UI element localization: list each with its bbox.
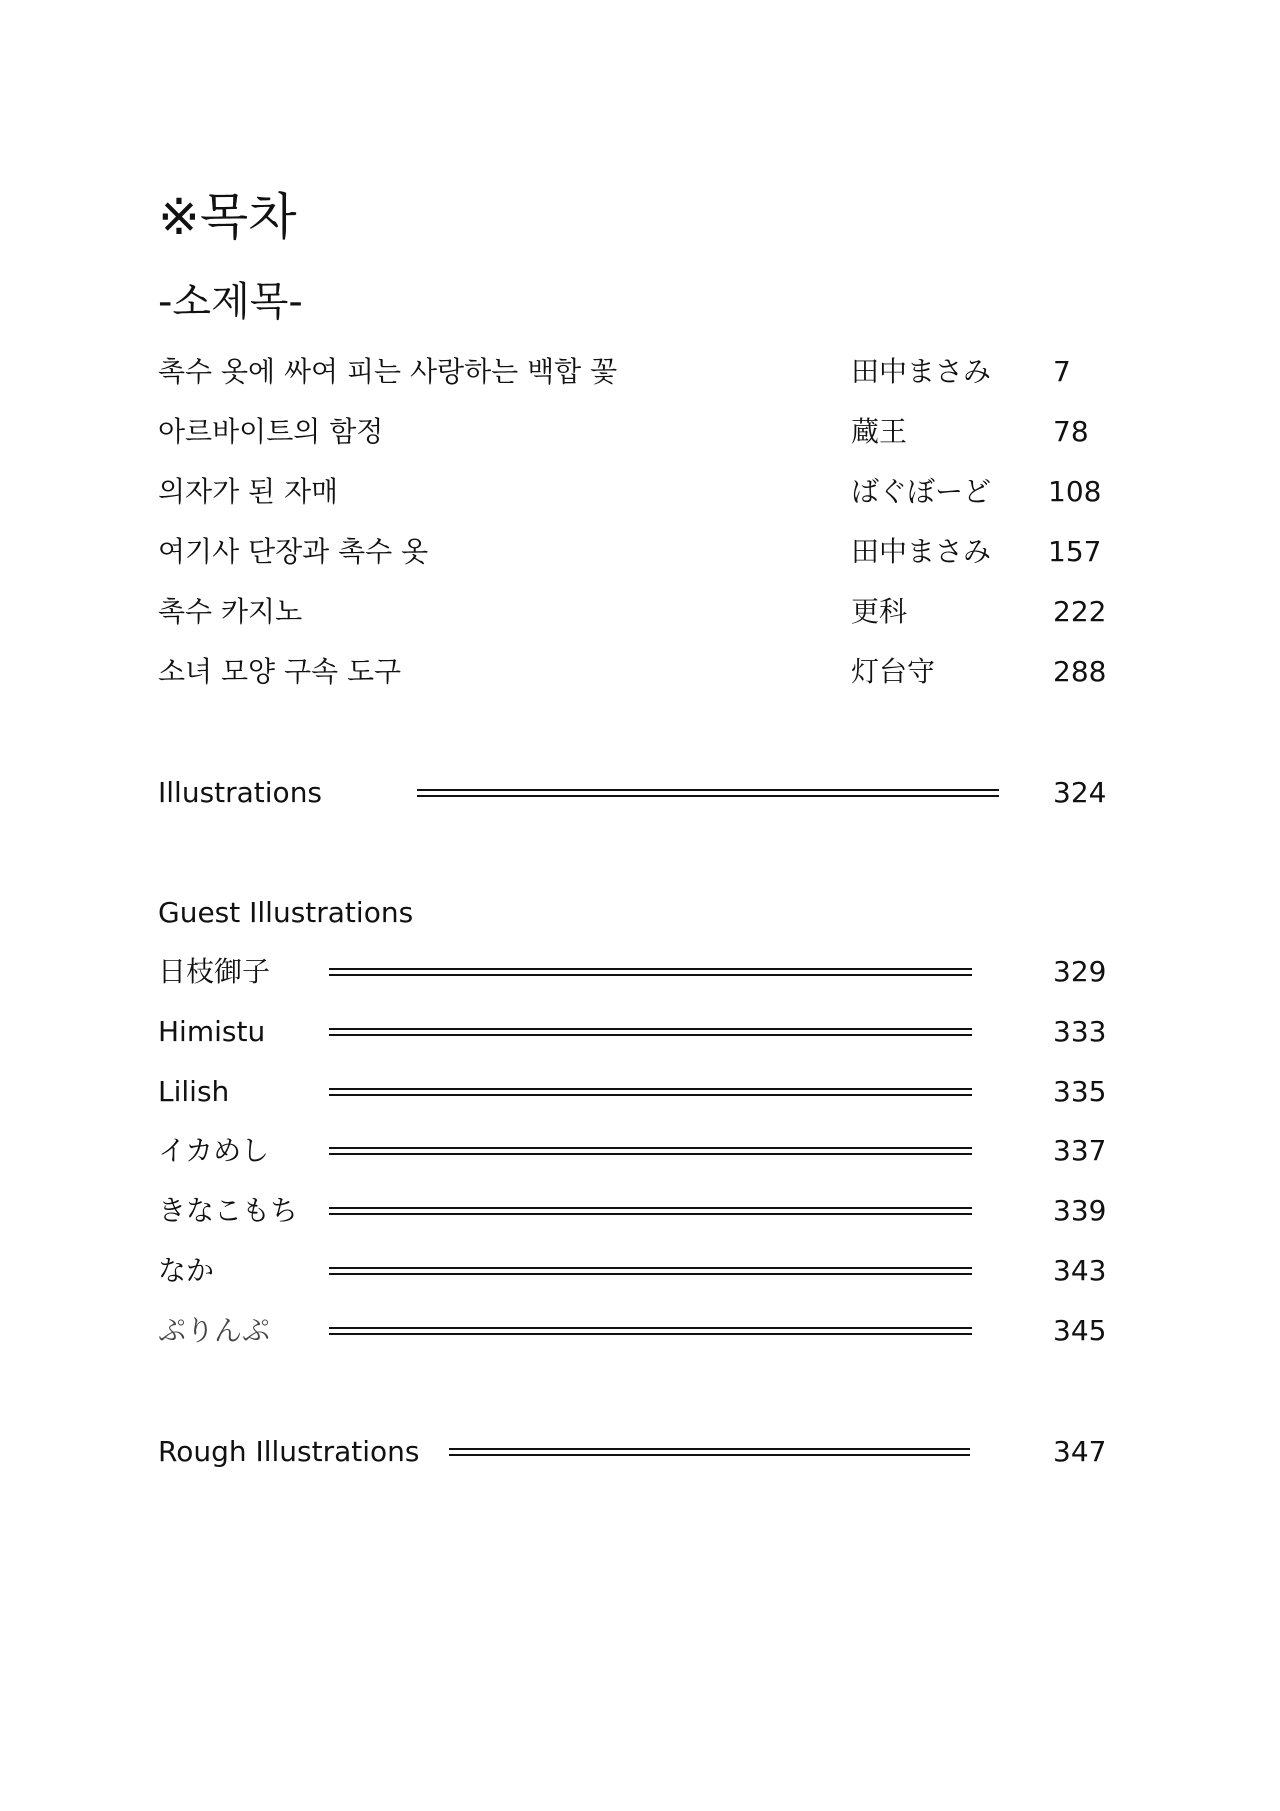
chapter-author: 蔵王: [851, 415, 908, 448]
leader-line: [329, 1207, 972, 1215]
guest-page: 337: [1053, 1134, 1107, 1167]
leader-line: [329, 1088, 972, 1096]
chapter-page: 222: [1053, 595, 1107, 628]
guest-name: 日枝御子: [158, 955, 271, 988]
chapter-author: 灯台守: [851, 655, 936, 688]
chapter-page: 78: [1053, 415, 1089, 448]
leader-line: [329, 1267, 972, 1275]
chapter-title: 촉수 옷에 싸여 피는 사랑하는 백합 꽃: [158, 355, 618, 388]
chapter-page: 108: [1048, 475, 1102, 508]
chapter-title: 소녀 모양 구속 도구: [158, 655, 402, 688]
rough-page: 347: [1053, 1435, 1107, 1468]
chapter-title: 의자가 된 자매: [158, 475, 339, 508]
chapter-author: ばぐぼーど: [851, 475, 992, 508]
page-title: ※목차: [158, 188, 297, 246]
chapter-page: 288: [1053, 655, 1107, 688]
guest-name: Himistu: [158, 1015, 266, 1048]
guest-page: 339: [1053, 1194, 1107, 1227]
leader-line: [329, 1028, 972, 1036]
leader-line: [329, 1327, 972, 1335]
chapter-author: 田中まさみ: [851, 535, 992, 568]
guest-page: 329: [1053, 955, 1107, 988]
guest-page: 345: [1053, 1314, 1107, 1347]
guest-page: 333: [1053, 1015, 1107, 1048]
illustrations-label: Illustrations: [158, 776, 323, 809]
illustrations-page: 324: [1053, 776, 1107, 809]
guest-name: きなこもち: [158, 1194, 299, 1227]
chapter-title: 여기사 단장과 촉수 옷: [158, 535, 429, 568]
guest-page: 335: [1053, 1075, 1107, 1108]
chapter-author: 更科: [851, 595, 908, 628]
leader-line: [449, 1448, 970, 1456]
chapter-title: 촉수 카지노: [158, 595, 303, 628]
leader-line: [329, 968, 972, 976]
chapter-page: 7: [1053, 355, 1071, 388]
rough-label: Rough Illustrations: [158, 1435, 420, 1468]
guest-name: ぷりんぷ: [158, 1314, 271, 1347]
guest-heading: Guest Illustrations: [158, 896, 414, 929]
guest-name: イカめし: [158, 1134, 270, 1167]
chapter-title: 아르바이트의 함정: [158, 415, 384, 448]
guest-name: Lilish: [158, 1075, 230, 1108]
guest-page: 343: [1053, 1254, 1107, 1287]
leader-line: [329, 1147, 972, 1155]
leader-line: [417, 789, 999, 797]
guest-name: なか: [158, 1254, 215, 1287]
chapter-page: 157: [1048, 535, 1102, 568]
chapter-author: 田中まさみ: [851, 355, 992, 388]
section-subtitle: -소제목-: [158, 279, 303, 325]
